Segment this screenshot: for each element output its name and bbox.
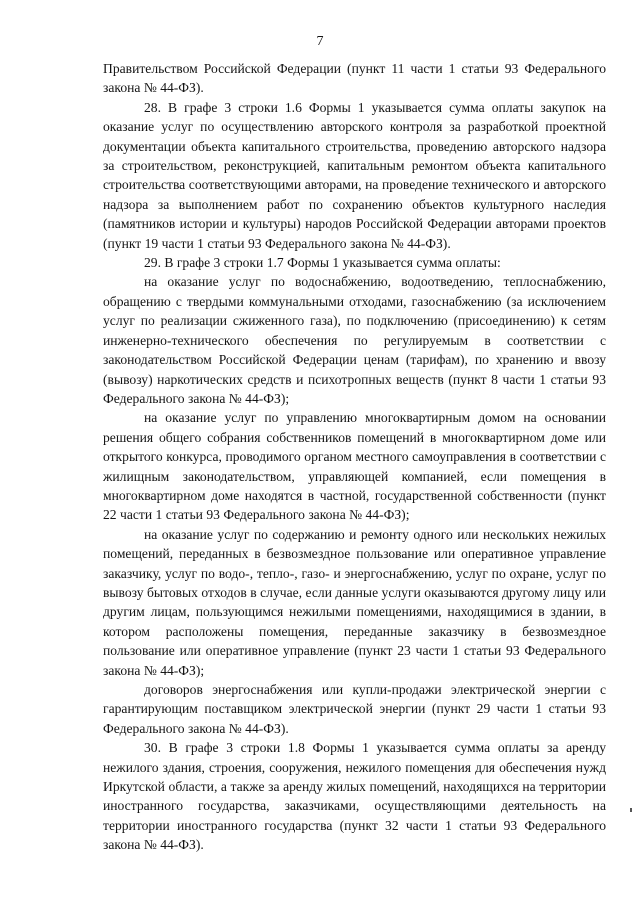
paragraph-item-30: 30. В графе 3 строки 1.8 Формы 1 указывается сумма оплаты за аренду нежилого здания, строения, сооружения, нежилого помещения для обеспечения нужд Иркутской области, а также за аренду жилых помещений, находящихся на территории иностранного государства, заказчиками, осуществляющими деятельность на территории иностранного государства (пункт 32 части 1 статьи 93 Федерального закона № 44-ФЗ). xyxy=(103,740,606,853)
paragraph-premises-maintenance: на оказание услуг по содержанию и ремонту одного или нескольких нежилых помещений, переданных в безвозмездное пользование или оперативное управление заказчику, услуг по водо-, тепло-, газо- и энергоснабжению, услуг по охране, услуг по вывозу бытовых отходов в случае, если данные услуги оказываются другому лицу или другим лицам, пользующимся нежилыми помещениями, находящимися в здании, в котором расположены помещения, переданные заказчику в безвозмездное пользование или оперативное управление (пункт 23 части 1 статьи 93 Федерального закона № 44-ФЗ); xyxy=(103,526,606,678)
scan-edge-mark xyxy=(630,808,632,812)
document-body xyxy=(103,59,606,855)
paragraph-energy-contracts: договоров энергоснабжения или купли-продажи электрической энергии с гарантирующим поставщиком электрической энергии (пункт 29 части 1 статьи 93 Федерального закона № 44-ФЗ). xyxy=(103,682,606,736)
paragraph-item-29: 29. В графе 3 строки 1.7 Формы 1 указывается сумма оплаты: xyxy=(144,255,501,271)
paragraph-building-management: на оказание услуг по управлению многоквартирным домом на основании решения общего собрания собственников помещений в многоквартирном доме или открытого конкурса, проводимого органом местного самоуправления в соответствии с жилищным законодательством, управляющей компанией, если помещения в многоквартирном доме находятся в частной, государственной собственности (пункт 22 части 1 статьи 93 Федерального закона № 44-ФЗ); xyxy=(103,410,606,523)
paragraph-utility-services: на оказание услуг по водоснабжению, водоотведению, теплоснабжению, обращению с твердыми коммунальными отходами, газоснабжению (за исключением услуг по реализации сжиженного газа), по подключению (присоединению) к сетям инженерно-технического обеспечения по регулируемым в соответствии с законодательством Российской Федерации ценам (тарифам), по хранению и ввозу (вывозу) наркотических средств и психотропных веществ (пункт 8 части 1 статьи 93 Федерального закона № 44-ФЗ); xyxy=(103,274,606,406)
paragraph-continuation: Правительством Российской Федерации (пункт 11 части 1 статьи 93 Федерального закона № 44-ФЗ). xyxy=(103,61,606,96)
paragraph-item-28: 28. В графе 3 строки 1.6 Формы 1 указывается сумма оплаты закупок на оказание услуг по осуществлению авторского контроля за разработкой проектной документации объекта капитального строительства, проведению авторского надзора за строительством, реконструкцией, капитальным ремонтом объекта капитального строительства соответствующими авторами, на проведение технического и авторского надзора за выполнением работ по сохранению объектов культурного наследия (памятников истории и культуры) народов Российской Федерации авторами проектов (пункт 19 части 1 статьи 93 Федерального закона № 44-ФЗ). xyxy=(103,99,606,251)
page-number: 7 xyxy=(316,34,324,49)
